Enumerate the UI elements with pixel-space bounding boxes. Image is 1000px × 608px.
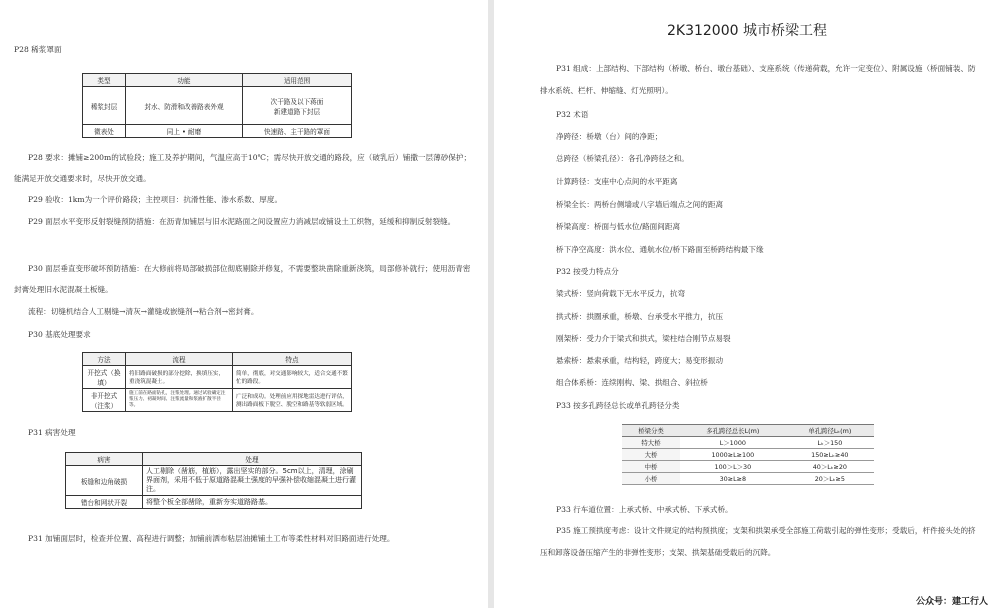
- left-page: [0, 0, 488, 608]
- table-row: [622, 473, 874, 485]
- table-cell: 大桥: [622, 449, 680, 461]
- table-header: 流程: [126, 353, 233, 366]
- table-cell: 次干路及以下蒋面 新建道路下封层: [243, 87, 352, 125]
- table-cell: 150≥Lₖ≥40: [786, 449, 874, 461]
- table-cell: 微表处: [83, 125, 126, 138]
- table-header-row: [622, 425, 874, 437]
- table-row: [622, 461, 874, 473]
- table-cell: 施工前在路面钻孔，注浆处理。通过试验确定注浆压力、初凝时间、注浆流量和浆液扩散半径等。: [126, 389, 233, 412]
- table-cell: Lₖ＞150: [786, 437, 874, 449]
- term-item: 总跨径（桥梁孔径）：各孔净跨径之和。: [556, 154, 689, 163]
- p32-terms-heading: P32 术语: [556, 110, 589, 119]
- table-header: 多孔跨径总长L(m): [680, 425, 786, 437]
- table-cell: 稀浆封层: [83, 87, 126, 125]
- p31-overlay: P31 加铺面层时，检查并位置、高程进行调整；加铺前洒布粘层油摊铺土工布等柔性材料对旧路面进行处理。: [28, 534, 395, 543]
- table-cell: 30≥L≥8: [680, 473, 786, 485]
- table-header-row: [83, 74, 352, 87]
- table-header: 特点: [233, 353, 352, 366]
- table-row: [66, 466, 362, 496]
- p30-base-heading: P30 基底处理要求: [28, 330, 91, 339]
- table-row: [83, 366, 352, 389]
- table-cell: 将旧路面破损的部分挖除，换填压实，重浇筑混凝土。: [126, 366, 233, 389]
- term-item: 计算跨径：支座中心点间的水平距离: [556, 177, 678, 186]
- table-row: [622, 449, 874, 461]
- disease-treatment-table: [65, 452, 362, 509]
- p31-composition: P31 组成：上部结构、下部结构（桥墩、桥台、墩台基础）、支座系统（传递荷载，允许一定变位）、附属设施（桥面铺装、防排水系统、栏杆、伸缩缝、灯光照明）。: [540, 64, 976, 95]
- table-cell: 40＞Lₖ≥20: [786, 461, 874, 473]
- p35-camber: P35 施工预拱度考虑：设计文件规定的结构预拱度；支架和拱架承受全部施工荷载引起的弹性变形；受载后，杆件接头处的挤压和卸落设备压缩产生的非弹性变形；支架、拱架基础受载后的沉降。: [540, 526, 976, 557]
- joint-process: 流程：切缝机结合人工剔缝→清灰→灌缝或嵌缝剂→粘合剂→密封膏。: [28, 307, 259, 316]
- force-type-item: 梁式桥：竖向荷载下无水平反力，抗弯: [556, 289, 686, 298]
- p29-acceptance: P29 验收：1km为一个评价路段；主控项目：抗滑性能、渗水系数、厚度。: [28, 195, 283, 204]
- table-cell: L＞1000: [680, 437, 786, 449]
- table-header-row: [66, 453, 362, 466]
- table-row: [622, 437, 874, 449]
- table-cell: 100＞L＞30: [680, 461, 786, 473]
- table-cell: 封水、防滑和改善路表外观: [126, 87, 243, 125]
- table-cell: 简单，彻底，对交通影响较大，适合交通不繁忙的路段。: [233, 366, 352, 389]
- table-cell: 将整个板全部凿除，重新夯实道路路基。: [143, 496, 362, 509]
- base-treatment-table: [82, 352, 352, 412]
- table-cell: 错台和网状开裂: [66, 496, 143, 509]
- p30-vertical-damage: P30 面层垂直变形破坏预防措施：在大修前将局部破损部位彻底剔除并修复，不需要整块凿除重新浇筑，局部修补就行；使用沥青密封膏处理旧水泥混凝土板缝。: [14, 264, 471, 294]
- table-row: [83, 125, 352, 138]
- table-cell: 人工剔除（凿筋，植筋），露出坚实的部分。5cm以上，清理，涂刷界面剂，采用不低于原道路混凝土强度的早强补偿收缩混凝土进行灌注。: [143, 466, 362, 496]
- term-item: 净跨径：桥墩（台）间的净距；: [556, 132, 663, 141]
- table-header: 病害: [66, 453, 143, 466]
- table-cell: 同上 • 耐磨: [126, 125, 243, 138]
- table-cell: 非开挖式（注浆）: [83, 389, 126, 412]
- slurry-seal-table: [82, 73, 352, 138]
- table-cell: 20＞Lₖ≥5: [786, 473, 874, 485]
- p31-disease-heading: P31 病害处理: [28, 428, 76, 437]
- table-cell: 中桥: [622, 461, 680, 473]
- p32-force-heading: P32 按受力特点分: [556, 267, 619, 276]
- page-title: 2K312000 城市桥梁工程: [667, 23, 827, 39]
- force-type-item: 悬索桥：悬索承重，结构轻，跨度大；易变形振动: [556, 356, 724, 365]
- table-row: [66, 496, 362, 509]
- table-header: 类型: [83, 74, 126, 87]
- table-cell: 特大桥: [622, 437, 680, 449]
- table-header-row: [83, 353, 352, 366]
- table-cell: 开挖式（换填）: [83, 366, 126, 389]
- p29-reflective-crack: P29 面层水平变形反射裂缝预防措施：在沥青加铺层与旧水泥路面之间设置应力消减层或铺设土工织物，延缓和抑制反射裂缝。: [28, 217, 456, 226]
- term-item: 桥下净空高度：洪水位、通航水位/桥下路面至桥跨结构最下缘: [556, 245, 764, 254]
- bridge-span-table: [622, 424, 874, 485]
- table-header: 功能: [126, 74, 243, 87]
- p28-heading: P28 稀浆罩面: [14, 45, 62, 54]
- table-cell: 板缝和边角破损: [66, 466, 143, 496]
- p33-deck-position: P33 行车道位置：上承式桥、中承式桥、下承式桥。: [556, 505, 733, 514]
- wechat-account-label: 公众号：建工行人: [916, 597, 989, 607]
- table-header: 桥梁分类: [622, 425, 680, 437]
- table-row: [83, 389, 352, 412]
- table-cell: 1000≥L≥100: [680, 449, 786, 461]
- force-type-item: 拱式桥：拱圈承重，桥墩、台承受水平推力，抗压: [556, 312, 724, 321]
- force-type-item: 刚架桥：受力介于梁式和拱式，梁柱结合刚节点易裂: [556, 334, 731, 343]
- term-item: 桥梁高度：桥面与低水位/路面间距离: [556, 222, 681, 231]
- table-header: 方法: [83, 353, 126, 366]
- force-type-item: 组合体系桥：连续刚构、梁、拱组合、斜拉桥: [556, 378, 708, 387]
- table-header: 处理: [143, 453, 362, 466]
- term-item: 桥梁全长：两桥台侧墙或八字墙后端点之间的距离: [556, 200, 724, 209]
- table-row: [83, 87, 352, 125]
- table-header: 单孔跨径Lₖ(m): [786, 425, 874, 437]
- right-page: [494, 0, 1000, 608]
- table-cell: 快速路、主干路的罩面: [243, 125, 352, 138]
- p33-span-heading: P33 按多孔跨径总长或单孔跨径分类: [556, 401, 680, 410]
- p28-requirements: P28 要求：摊铺≥200m的试验段；施工及养护期间，气温应高于10℃；需尽快开放交通的路段，应（破乳后）铺撒一层薄砂保护；能满足开放交通要求时，尽快开放交通。: [14, 153, 472, 183]
- table-cell: 小桥: [622, 473, 680, 485]
- table-cell: 广泛和成功。处理前应用探地雷达进行评估，测出路面板下脱空、脱空和路基等软弱区域。: [233, 389, 352, 412]
- table-header: 适用范围: [243, 74, 352, 87]
